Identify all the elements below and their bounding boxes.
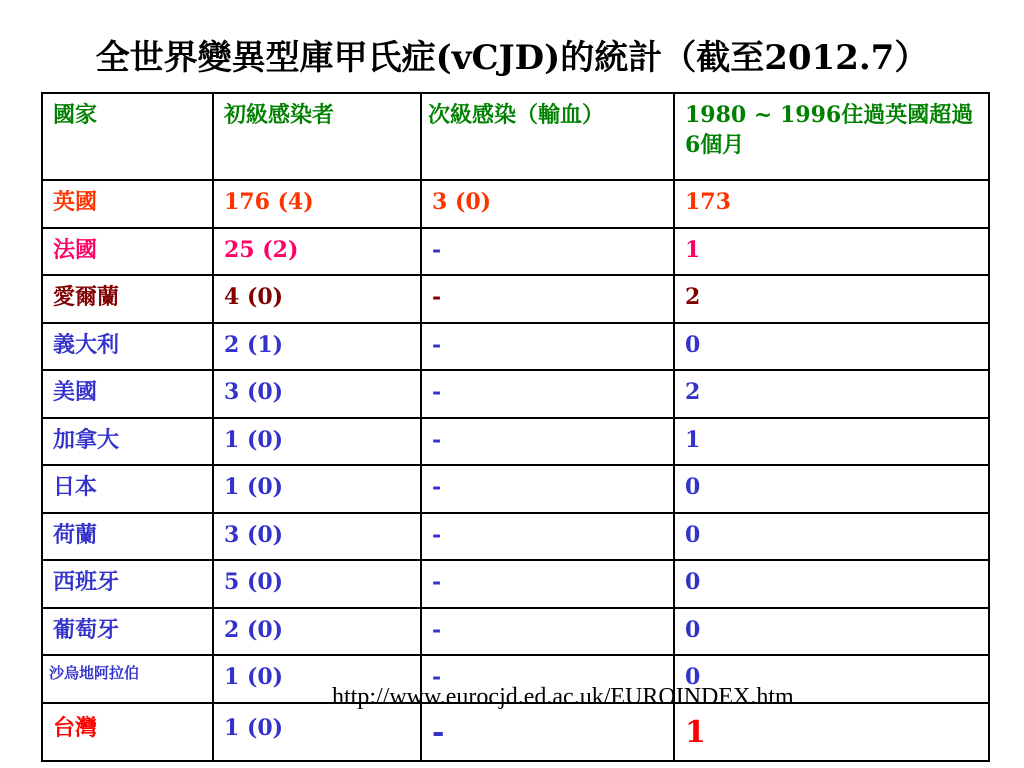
header-secondary-infection: 次級感染（輸血） bbox=[421, 93, 674, 180]
cell-secondary: 3 (0) bbox=[421, 180, 674, 228]
cell-secondary: - bbox=[421, 275, 674, 323]
cell-country: 台灣 bbox=[42, 703, 213, 761]
header-country: 國家 bbox=[42, 93, 213, 180]
cell-uk-stay: 1 bbox=[674, 228, 989, 276]
cell-secondary: - bbox=[421, 323, 674, 371]
table-row bbox=[42, 323, 989, 371]
table-header-row bbox=[42, 93, 989, 180]
cell-primary: 5 (0) bbox=[213, 560, 421, 608]
table-row bbox=[42, 703, 989, 761]
cell-country: 西班牙 bbox=[42, 560, 213, 608]
cell-uk-stay: 1 bbox=[674, 703, 989, 761]
cell-country: 葡萄牙 bbox=[42, 608, 213, 656]
cell-uk-stay: 1 bbox=[674, 418, 989, 466]
cell-secondary: - bbox=[421, 703, 674, 761]
cell-primary: 4 (0) bbox=[213, 275, 421, 323]
table-row bbox=[42, 275, 989, 323]
header-primary-infection: 初級感染者 bbox=[213, 93, 421, 180]
cell-secondary: - bbox=[421, 465, 674, 513]
cell-secondary: - bbox=[421, 655, 674, 703]
cell-uk-stay: 0 bbox=[674, 465, 989, 513]
cell-uk-stay: 0 bbox=[674, 323, 989, 371]
table-row bbox=[42, 180, 989, 228]
table-row bbox=[42, 418, 989, 466]
cell-primary: 1 (0) bbox=[213, 703, 421, 761]
cell-secondary: - bbox=[421, 560, 674, 608]
cell-secondary: - bbox=[421, 418, 674, 466]
cell-uk-stay: 2 bbox=[674, 275, 989, 323]
table-row bbox=[42, 560, 989, 608]
cell-country: 荷蘭 bbox=[42, 513, 213, 561]
cell-secondary: - bbox=[421, 370, 674, 418]
cell-primary: 2 (1) bbox=[213, 323, 421, 371]
cell-primary: 176 (4) bbox=[213, 180, 421, 228]
cell-uk-stay: 0 bbox=[674, 608, 989, 656]
table-row bbox=[42, 370, 989, 418]
vcjd-statistics-table bbox=[41, 92, 990, 762]
cell-country: 沙烏地阿拉伯 bbox=[42, 655, 213, 703]
cell-uk-stay: 0 bbox=[674, 560, 989, 608]
cell-primary: 1 (0) bbox=[213, 655, 421, 703]
table-row bbox=[42, 228, 989, 276]
cell-country: 法國 bbox=[42, 228, 213, 276]
cell-secondary: - bbox=[421, 608, 674, 656]
cell-country: 義大利 bbox=[42, 323, 213, 371]
table-row bbox=[42, 465, 989, 513]
page-title: 全世界變異型庫甲氏症(vCJD)的統計（截至2012.7） bbox=[95, 38, 929, 78]
cell-secondary: - bbox=[421, 513, 674, 561]
header-uk-stay: 1980 ~ 1996住過英國超過6個月 bbox=[674, 93, 989, 180]
cell-primary: 1 (0) bbox=[213, 418, 421, 466]
cell-country: 美國 bbox=[42, 370, 213, 418]
cell-uk-stay: 173 bbox=[674, 180, 989, 228]
cell-primary: 3 (0) bbox=[213, 370, 421, 418]
cell-primary: 25 (2) bbox=[213, 228, 421, 276]
cell-country: 日本 bbox=[42, 465, 213, 513]
cell-primary: 1 (0) bbox=[213, 465, 421, 513]
cell-country: 愛爾蘭 bbox=[42, 275, 213, 323]
table-row bbox=[42, 608, 989, 656]
cell-uk-stay: 0 bbox=[674, 513, 989, 561]
cell-primary: 3 (0) bbox=[213, 513, 421, 561]
cell-primary: 2 (0) bbox=[213, 608, 421, 656]
cell-uk-stay: 0 bbox=[674, 655, 989, 703]
cell-country: 英國 bbox=[42, 180, 213, 228]
cell-secondary: - bbox=[421, 228, 674, 276]
cell-country: 加拿大 bbox=[42, 418, 213, 466]
table-row bbox=[42, 513, 989, 561]
cell-uk-stay: 2 bbox=[674, 370, 989, 418]
source-url: http://www.eurocjd.ed.ac.uk/EUROINDEX.htm bbox=[332, 684, 794, 710]
